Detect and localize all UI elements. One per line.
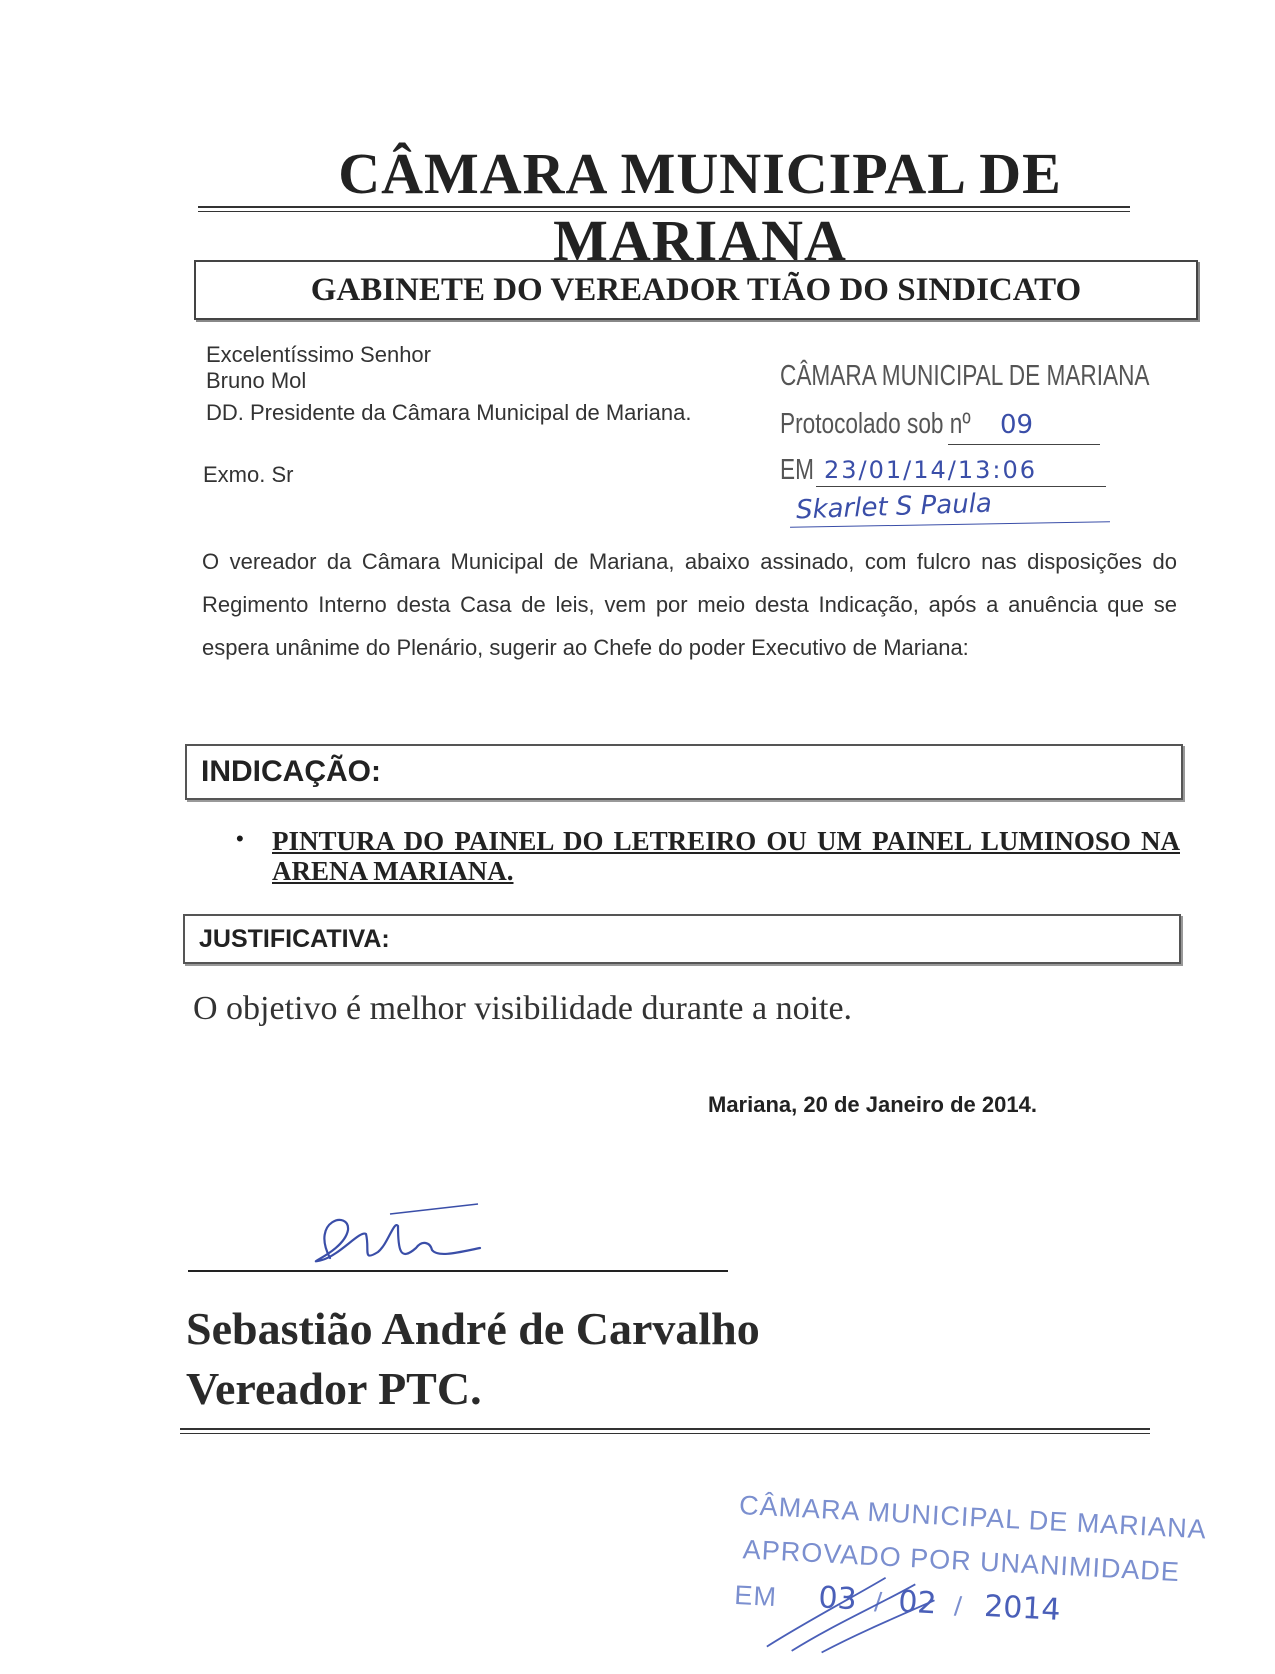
approval-slash-2: / (953, 1591, 964, 1622)
cabinet-title: GABINETE DO VEREADOR TIÃO DO SINDICATO (310, 271, 1082, 308)
protocol-em-label: EM (780, 454, 814, 486)
address-line-2: Bruno Mol (206, 368, 307, 393)
indication-item-text: PINTURA DO PAINEL DO LETREIRO OU UM PAINEL LUMINOSO NA ARENA MARIANA. (272, 826, 1180, 886)
justification-text: O objetivo é melhor visibilidade durante a noite. (193, 990, 853, 1027)
page-title: CÂMARA MUNICIPAL DE MARIANA (338, 141, 1062, 273)
approval-em-label: EM (733, 1579, 778, 1613)
protocol-stamp (780, 352, 1150, 542)
list-item (230, 826, 1180, 886)
title-rule (198, 206, 1130, 212)
indication-heading-box (185, 744, 1183, 800)
justification-heading: JUSTIFICATIVA: (199, 924, 390, 953)
protocol-date-line (816, 486, 1106, 487)
approval-signature-scribble (762, 1561, 986, 1662)
intro-paragraph: O vereador da Câmara Municipal de Mariana, abaixo assinado, com fulcro nas disposições do Regimento Interno desta Casa de leis, vem por meio desta Indicação, após a anuência que se espera unânime do Plenário, sugerir ao Chefe do poder Executivo de Mariana: (202, 549, 1177, 660)
approval-day: 03 (817, 1580, 858, 1618)
protocol-date-time: 23/01/14/13:06 (824, 456, 1038, 484)
signature-scribble (270, 1200, 510, 1280)
protocol-stamp-title: CÂMARA MUNICIPAL DE MARIANA (780, 360, 1150, 392)
protocol-label: Protocolado sob nº (780, 408, 971, 440)
protocol-number-line (948, 444, 1100, 445)
approval-stamp-status: APROVADO POR UNANIMIDADE (742, 1534, 1181, 1588)
address-line-1: Excelentíssimo Senhor (206, 342, 431, 367)
indication-heading: INDICAÇÃO: (201, 755, 381, 788)
date-line: Mariana, 20 de Janeiro de 2014. (708, 1092, 1037, 1117)
approval-month: 02 (897, 1584, 938, 1622)
approval-stamp (732, 1490, 1208, 1671)
approval-stamp-title: CÂMARA MUNICIPAL DE MARIANA (738, 1490, 1208, 1545)
indication-list (230, 826, 1180, 886)
signature-line (188, 1270, 728, 1272)
approval-year: 2014 (983, 1588, 1062, 1628)
footer-rule (180, 1428, 1150, 1434)
approval-slash-1: / (873, 1587, 884, 1618)
protocol-number: 09 (1000, 410, 1034, 440)
bullet-icon: • (236, 826, 244, 851)
address-line-3: DD. Presidente da Câmara Municipal de Mariana. (206, 400, 692, 425)
signer-role: Vereador PTC. (186, 1363, 482, 1414)
protocol-signature: Skarlet S Paula (795, 488, 993, 526)
signer-name: Sebastião André de Carvalho (186, 1303, 760, 1354)
justification-heading-box (183, 914, 1181, 964)
cabinet-header-box (194, 260, 1198, 320)
salutation: Exmo. Sr (203, 462, 294, 487)
